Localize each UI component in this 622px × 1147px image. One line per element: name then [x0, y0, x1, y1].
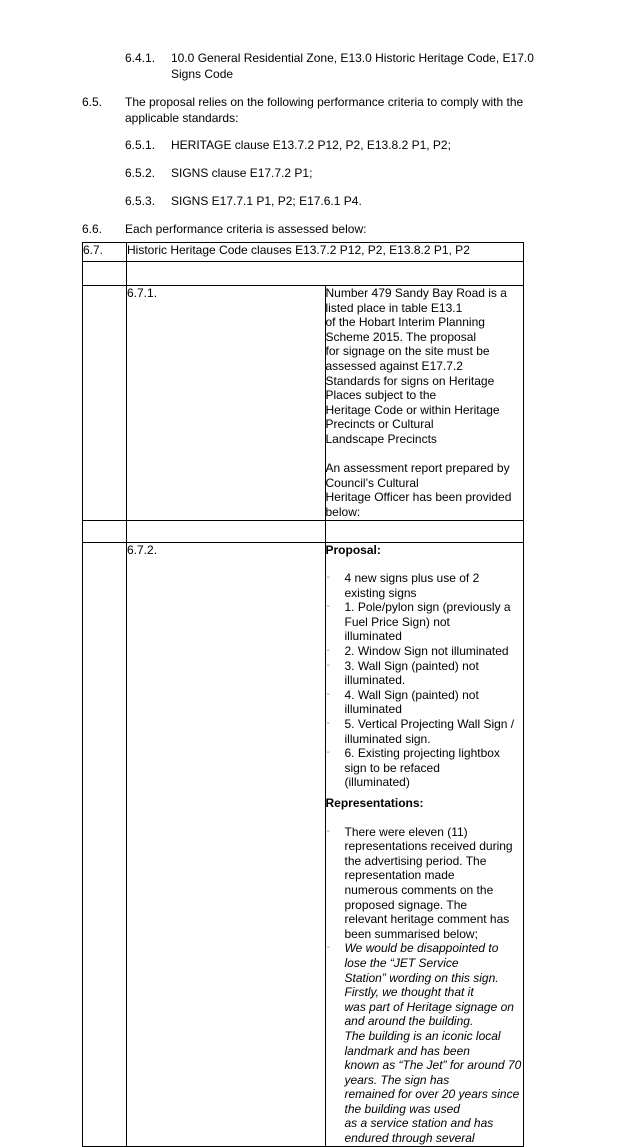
item-6-4-1-text-line1: 10.0 General Residential Zone, E13.0 Historic Heritage Code, E17.0 [171, 51, 534, 65]
table-row-6-7-1 [83, 286, 524, 521]
list-item: - 3. Wall Sign (painted) not illuminated. [326, 659, 524, 688]
item-6-4-1-number: 6.4.1. [125, 51, 156, 65]
table-row-6-7-2 [83, 542, 524, 1146]
representations-list [326, 825, 524, 1146]
row-6-7-1-content [325, 286, 524, 521]
item-6-5-2-text: SIGNS clause E17.7.2 P1; [171, 166, 313, 180]
list-item: - 4 new signs plus use of 2 existing signs [326, 571, 524, 600]
proposal-list [326, 571, 524, 790]
list-item: - 2. Window Sign not illuminated [326, 644, 524, 659]
row-6-7-2-number: 6.7.2. [127, 542, 326, 1146]
list-item: - 4. Wall Sign (painted) not illuminated [326, 688, 524, 717]
row-6-7-1-paragraph-1: Number 479 Sandy Bay Road is a listed place in table E13.1 of the Hobart Interim Planning Scheme 2015. The proposal for signage on the site must be assessed against E17.7.2 Standards for signs on Heritage Places subject to the Heritage Code or within Heritage Precincts or Cultural Landscape Precincts [325, 286, 507, 446]
list-item: - We would be disappointed to lose the “JET Service Station” wording on this sign. Firstly, we thought that it was part of Heritage signage on and around the building. The building is an iconic local landmark and has been known as “The Jet” for around 70 years. The sign has remained for over 20 years since the building was used as a service station and has endured through several [326, 941, 524, 1145]
item-6-4-1-text-line2: Signs Code [171, 67, 234, 81]
representations-heading: Representations: [325, 796, 424, 810]
row-6-7-2-content [325, 542, 524, 1146]
item-6-6-number: 6.6. [82, 222, 103, 236]
item-6-5-text-line2: applicable standards: [125, 111, 239, 125]
item-6-5-3-text: SIGNS E17.7.1 P1, P2; E17.6.1 P4. [171, 194, 362, 208]
row-6-7-number: 6.7. [83, 243, 127, 262]
list-item: - There were eleven (11) representations received during the advertising period. The representation made numerous comments on the proposed signage. The relevant heritage comment has been summarised below; [326, 825, 524, 942]
list-item: - 5. Vertical Projecting Wall Sign / illuminated sign. [326, 717, 524, 746]
list-item: - 1. Pole/pylon sign (previously a Fuel Price Sign) not illuminated [326, 600, 524, 644]
item-6-5-1-number: 6.5.1. [125, 138, 156, 152]
item-6-5-number: 6.5. [82, 95, 103, 109]
item-6-5-2-number: 6.5.2. [125, 166, 156, 180]
list-item: - 6. Existing projecting lightbox sign to be refaced (illuminated) [326, 746, 524, 790]
item-6-5-3-number: 6.5.3. [125, 194, 156, 208]
item-6-5-text-line1: The proposal relies on the following performance criteria to comply with the [125, 95, 524, 109]
row-6-7-1-number: 6.7.1. [127, 286, 326, 521]
table-spacer-row [83, 520, 524, 542]
row-6-7-heading: Historic Heritage Code clauses E13.7.2 P12, P2, E13.8.2 P1, P2 [127, 243, 524, 262]
table-spacer-row [83, 262, 524, 286]
item-6-5-1-text: HERITAGE clause E13.7.2 P12, P2, E13.8.2 P1, P2; [171, 138, 451, 152]
assessment-table [82, 242, 524, 1147]
proposal-heading: Proposal: [325, 542, 381, 557]
row-6-7-1-paragraph-2: An assessment report prepared by Council’s Cultural Heritage Officer has been provided below: [325, 461, 512, 519]
table-row-6-7 [83, 243, 524, 262]
item-6-6-text: Each performance criteria is assessed below: [125, 222, 367, 236]
